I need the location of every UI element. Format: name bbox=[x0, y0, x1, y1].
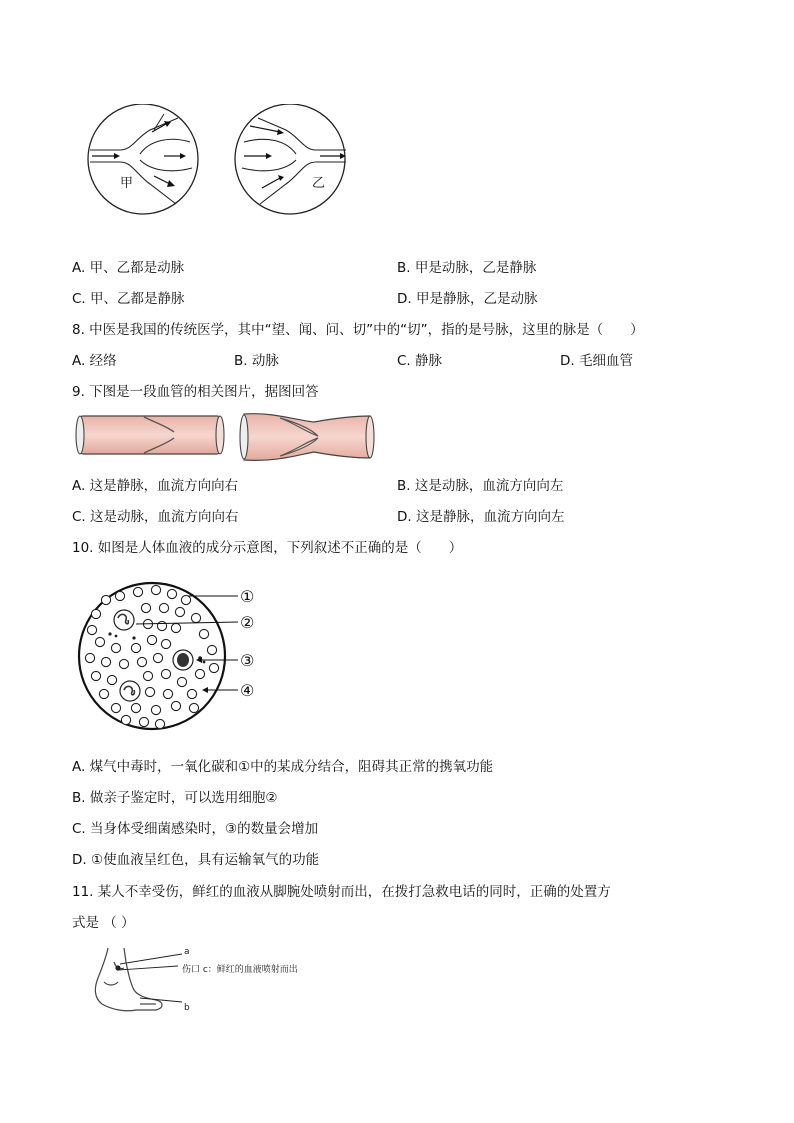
label-3: ③ bbox=[240, 651, 255, 670]
fig-label-wound: 伤口 c：鲜红的血液喷射而出 bbox=[182, 965, 298, 975]
q7-option-c: C. 甲、乙都是静脉 bbox=[72, 291, 185, 307]
marker-a-line bbox=[120, 954, 182, 964]
blood-smear-figure bbox=[76, 578, 266, 736]
ankle-injury-figure bbox=[84, 942, 344, 1018]
red-blood-cell bbox=[151, 585, 160, 594]
q9-option-c: C. 这是动脉，血流方向向右 bbox=[72, 509, 239, 525]
red-blood-cell bbox=[141, 603, 150, 612]
red-blood-cell bbox=[157, 621, 166, 630]
red-blood-cell bbox=[139, 717, 148, 726]
q10-option-a: A. 煤气中毒时，一氧化碳和①中的某成分结合，阻碍其正常的携氧功能 bbox=[72, 759, 494, 775]
q10-option-b: B. 做亲子鉴定时，可以选用细胞② bbox=[72, 790, 278, 806]
red-blood-cell bbox=[131, 703, 140, 712]
red-blood-cell bbox=[161, 669, 170, 678]
red-blood-cell bbox=[155, 719, 164, 728]
red-blood-cell bbox=[101, 657, 110, 666]
q11-stem-line2: 式是 （ ） bbox=[72, 915, 135, 931]
red-blood-cell bbox=[137, 657, 146, 666]
red-blood-cell bbox=[191, 613, 200, 622]
red-blood-cell bbox=[187, 689, 196, 698]
red-blood-cell bbox=[99, 689, 108, 698]
red-blood-cell bbox=[85, 653, 94, 662]
red-blood-cell bbox=[181, 595, 190, 604]
red-blood-cell bbox=[91, 671, 100, 680]
red-blood-cell bbox=[143, 671, 152, 680]
red-blood-cell bbox=[171, 623, 180, 632]
fig-label-a: a bbox=[184, 947, 190, 957]
red-blood-cell bbox=[115, 591, 124, 600]
red-blood-cell bbox=[145, 687, 154, 696]
q8-option-a: A. 经络 bbox=[72, 353, 117, 369]
label-1: ① bbox=[240, 587, 255, 606]
red-blood-cell bbox=[161, 639, 170, 648]
vessel-segment-right bbox=[240, 414, 374, 461]
red-blood-cell bbox=[111, 703, 120, 712]
red-blood-cell bbox=[153, 653, 162, 662]
marker-b-line bbox=[140, 998, 182, 1002]
q9-option-a: A. 这是静脉，血流方向向右 bbox=[72, 478, 239, 494]
red-blood-cell bbox=[171, 701, 180, 710]
red-blood-cell bbox=[133, 587, 142, 596]
q7-option-b: B. 甲是动脉，乙是静脉 bbox=[397, 260, 537, 276]
q11-stem-line1: 11. 某人不幸受伤，鲜红的血液从脚腕处喷射而出，在拨打急救电话的同时，正确的处置方 bbox=[72, 884, 611, 900]
q8-option-b: B. 动脉 bbox=[234, 353, 279, 369]
diagram-yi bbox=[235, 104, 346, 214]
q7-option-a: A. 甲、乙都是动脉 bbox=[72, 260, 185, 276]
q8-option-d: D. 毛细血管 bbox=[560, 353, 633, 369]
q9-option-b: B. 这是动脉，血流方向向左 bbox=[397, 478, 564, 494]
red-blood-cell bbox=[209, 663, 218, 672]
red-blood-cell bbox=[91, 609, 100, 618]
q10-option-d: D. ①使血液呈红色，具有运输氧气的功能 bbox=[72, 852, 320, 868]
fig-label-b: b bbox=[184, 1003, 190, 1013]
q8-option-c: C. 静脉 bbox=[397, 353, 443, 369]
vessel-branch-figure bbox=[80, 104, 360, 216]
red-blood-cell bbox=[87, 625, 96, 634]
vein-valve-figure bbox=[74, 410, 376, 466]
q8-stem: 8. 中医是我国的传统医学，其中“望、闻、问、切”中的“切”，指的是号脉，这里的脉是（ ） bbox=[72, 322, 644, 338]
red-blood-cell bbox=[177, 677, 186, 686]
q7-option-d: D. 甲是静脉，乙是动脉 bbox=[397, 291, 538, 307]
red-blood-cell bbox=[151, 705, 160, 714]
red-blood-cell bbox=[101, 595, 110, 604]
red-blood-cell bbox=[147, 635, 156, 644]
red-blood-cell bbox=[175, 607, 184, 616]
red-blood-cell bbox=[189, 703, 198, 712]
red-blood-cell bbox=[199, 629, 208, 638]
label-4: ④ bbox=[240, 681, 255, 700]
red-blood-cell bbox=[95, 637, 104, 646]
red-blood-cell bbox=[195, 669, 204, 678]
red-blood-cell bbox=[163, 689, 172, 698]
diagram-jia bbox=[88, 104, 198, 214]
red-blood-cell bbox=[119, 659, 128, 668]
label-jia: 甲 bbox=[120, 176, 134, 191]
red-blood-cell bbox=[111, 643, 120, 652]
q10-stem: 10. 如图是人体血液的成分示意图，下列叙述不正确的是（ ） bbox=[72, 540, 463, 556]
vessel-segment-left bbox=[76, 416, 224, 454]
foot-drawing bbox=[95, 948, 162, 1011]
label-2: ② bbox=[240, 613, 255, 632]
q9-option-d: D. 这是静脉，血流方向向左 bbox=[397, 509, 565, 525]
q10-option-c: C. 当身体受细菌感染时，③的数量会增加 bbox=[72, 821, 319, 837]
label-yi: 乙 bbox=[312, 176, 326, 191]
q9-stem: 9. 下图是一段血管的相关图片，据图回答 bbox=[72, 384, 319, 400]
red-blood-cell bbox=[121, 715, 130, 724]
red-blood-cell bbox=[207, 645, 216, 654]
red-blood-cell bbox=[159, 603, 168, 612]
red-blood-cell bbox=[167, 589, 176, 598]
red-blood-cell bbox=[131, 643, 140, 652]
red-blood-cell bbox=[107, 675, 116, 684]
